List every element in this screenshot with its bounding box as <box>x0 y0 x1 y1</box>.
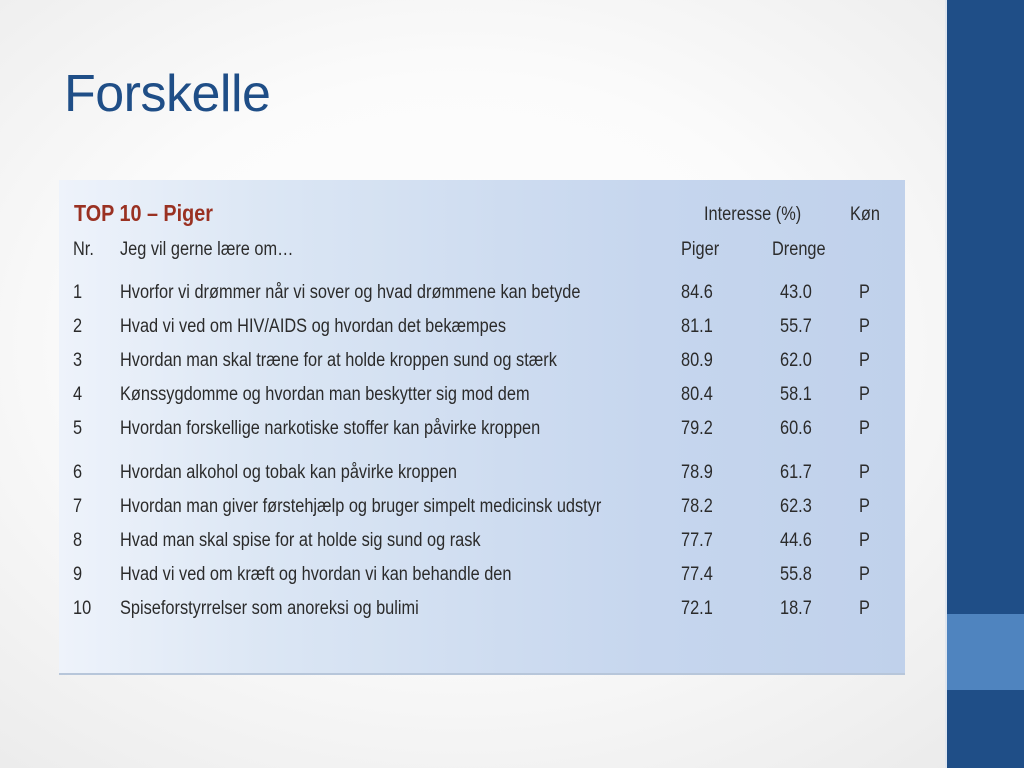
row-girls-value: 84.6 <box>681 282 713 303</box>
row-boys-value: 43.0 <box>780 282 812 303</box>
row-topic: Hvad vi ved om HIV/AIDS og hvordan det bekæmpes <box>120 316 507 337</box>
topic-column-header: Jeg vil gerne lære om… <box>120 239 294 260</box>
row-boys-value: 61.7 <box>780 462 812 483</box>
table-row <box>59 350 905 380</box>
row-sex-value: P <box>859 282 870 303</box>
row-topic: Hvad man skal spise for at holde sig sund og rask <box>120 530 481 551</box>
row-number: 10 <box>73 598 92 619</box>
row-boys-value: 44.6 <box>780 530 812 551</box>
row-number: 9 <box>73 564 83 585</box>
interest-group-header: Interesse (%) <box>704 204 802 225</box>
row-sex-value: P <box>859 418 870 439</box>
row-girls-value: 78.2 <box>681 496 713 517</box>
row-topic: Hvordan alkohol og tobak kan påvirke kroppen <box>120 462 457 483</box>
boys-column-header: Drenge <box>772 239 826 260</box>
row-number: 1 <box>73 282 83 303</box>
table-row <box>59 418 905 448</box>
row-sex-value: P <box>859 598 870 619</box>
row-sex-value: P <box>859 496 870 517</box>
table-row <box>59 316 905 346</box>
row-number: 3 <box>73 350 83 371</box>
row-topic: Hvordan man giver førstehjælp og bruger simpelt medicinsk udstyr <box>120 496 602 517</box>
row-girls-value: 79.2 <box>681 418 713 439</box>
row-sex-value: P <box>859 384 870 405</box>
row-sex-value: P <box>859 316 870 337</box>
row-topic: Hvad vi ved om kræft og hvordan vi kan behandle den <box>120 564 512 585</box>
row-boys-value: 62.3 <box>780 496 812 517</box>
row-number: 5 <box>73 418 83 439</box>
table-row <box>59 384 905 414</box>
row-number: 8 <box>73 530 83 551</box>
row-number: 4 <box>73 384 83 405</box>
table-row <box>59 530 905 560</box>
slide-title: Forskelle <box>64 65 271 123</box>
nr-column-header: Nr. <box>73 239 94 260</box>
row-boys-value: 60.6 <box>780 418 812 439</box>
row-number: 6 <box>73 462 83 483</box>
row-topic: Spiseforstyrrelser som anoreksi og bulimi <box>120 598 419 619</box>
table-row <box>59 462 905 492</box>
row-girls-value: 81.1 <box>681 316 713 337</box>
row-girls-value: 77.4 <box>681 564 713 585</box>
row-girls-value: 77.7 <box>681 530 713 551</box>
row-sex-value: P <box>859 350 870 371</box>
row-girls-value: 80.9 <box>681 350 713 371</box>
row-boys-value: 58.1 <box>780 384 812 405</box>
top10-table-panel <box>59 180 905 673</box>
row-girls-value: 78.9 <box>681 462 713 483</box>
row-sex-value: P <box>859 564 870 585</box>
girls-column-header: Piger <box>681 239 720 260</box>
row-topic: Hvordan man skal træne for at holde kroppen sund og stærk <box>120 350 557 371</box>
row-girls-value: 72.1 <box>681 598 713 619</box>
sidebar-accent-block <box>947 614 1024 690</box>
row-girls-value: 80.4 <box>681 384 713 405</box>
row-topic: Hvordan forskellige narkotiske stoffer kan påvirke kroppen <box>120 418 541 439</box>
row-boys-value: 62.0 <box>780 350 812 371</box>
row-number: 2 <box>73 316 83 337</box>
row-topic: Hvorfor vi drømmer når vi sover og hvad drømmene kan betyde <box>120 282 581 303</box>
table-heading: TOP 10 – Piger <box>74 200 213 226</box>
sex-column-header: Køn <box>850 204 880 225</box>
table-row <box>59 282 905 312</box>
table-row <box>59 496 905 526</box>
table-row <box>59 564 905 594</box>
row-boys-value: 55.8 <box>780 564 812 585</box>
row-topic: Kønssygdomme og hvordan man beskytter sig mod dem <box>120 384 530 405</box>
table-row <box>59 598 905 628</box>
row-boys-value: 18.7 <box>780 598 812 619</box>
row-boys-value: 55.7 <box>780 316 812 337</box>
row-sex-value: P <box>859 530 870 551</box>
row-number: 7 <box>73 496 83 517</box>
row-sex-value: P <box>859 462 870 483</box>
